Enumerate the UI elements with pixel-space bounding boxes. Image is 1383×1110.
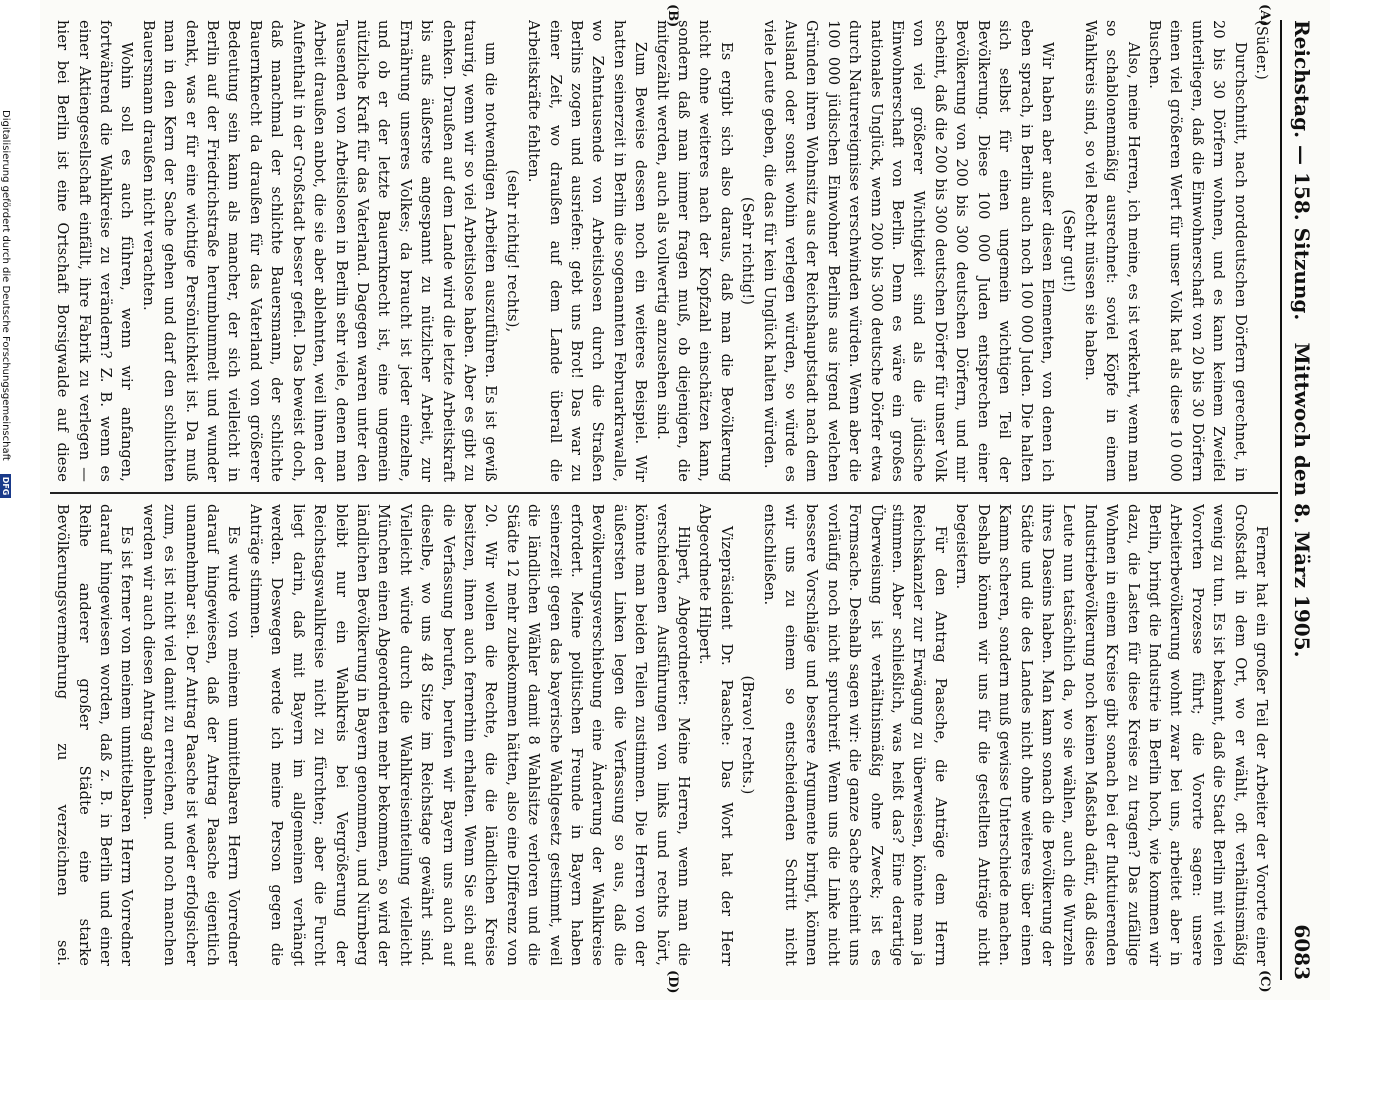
header-title: Reichstag. — 158. Sitzung.: [1290, 20, 1314, 321]
paragraph: Hilpert, Abgeordneter: Meine Herren, wenn man die verschiedenen Ausführungen von links und rechts hört, könnte man beiden Teilen zustimmen. Die Herren von der äußersten Linken legen die Verfassung so aus, daß die Bevölkerungsverschiebung eine Änderung der Wahlkreise erfordert. Meine politischen Freunde in Bayern haben seinerzeit gegen das bayerische Wahlgesetz gestimmt, weil die ländlichen Wähler damit 8 Wahlsitze verloren und die Städte 12 mehr zubekommen hätten, also eine Differenz von 20. Wir wollen die Rechte, die die ländlichen Kreise besitzen, ihnen auch fernerhin erhalten. Wenn Sie sich auf die Verfassung berufen, berufen wir Bayern uns auch auf dieselbe, wo uns 48 Sitze im Reichstage gewährt sind. Vielleicht würde durch die Wahlkreiseinteilung vielleicht München einen Abgeordneten mehr bekommen, so wird der ländlichen Bevölkerung in Bayern genommen, und Nürnberg bleibt nur ein Wahlkreis bei Vergrößerung der Reichstagswahlkreise nicht zu fürchten; aber die Furcht liegt darin, daß mit Bayern im allgemeinen verhängt werden. Deswegen werde ich meine Person gegen die Anträge stimmen.: [246, 504, 693, 966]
scanned-page: [40, 0, 1330, 1000]
header-date: Mittwoch den 8. März 1905.: [1290, 342, 1314, 658]
paragraph: Wohin soll es auch führen, wenn wir anfangen, fortwährend die Wahlkreise zu verändern? Z. B. wenn es einer Aktiengesellschaft einfällt, ihre Fabrik zu verlegen — hier bei Berlin ist eine Ortschaft Borsigwalde auf diese: [54, 20, 136, 482]
paragraph: Es wurde von meinem unmittelbaren Herrn Vorredner darauf hingewiesen, daß der Antrag Paasche eigentlich unannehmbar sei. Der Antrag Paasche ist weder erfolgsicher zum, es ist nicht viel damit zu erreichen, und noch manchen werden wir auch diesen Antrag ablehnen.: [139, 504, 243, 966]
footer-strip: [0, 0, 14, 1000]
paragraph: Wir haben aber außer diesen Elementen, von denen ich eben sprach, in Berlin auch noch 100 000 Juden. Die halten sich selbst für einen ungemein wichtigen Teil der Bevölkerung. Diese 100 000 Juden entsprechen einer Bevölkerung von 200 bis 300 deutschen Dörfern, und mir scheint, daß die 200 bis 300 deutschen Dörfer für unser Volk von viel größerer Wichtigkeit sind als die jüdische Einwohnerschaft von Berlin. Denn es wäre ein großes nationales Unglück, wenn 200 bis 300 deutsche Dörfer etwa durch Naturereignisse verschwinden würden. Wenn aber die 100 000 jüdischen Einwohner Berlins aus irgend welchen Gründen ihren Wohnsitz aus der Reichshauptstadt nach dem Ausland oder sonst wohin verlegen würden, so würde es viele Leute geben, die das für kein Unglück halten würden.: [760, 20, 1056, 482]
right-column: [50, 504, 1272, 966]
paragraph: (Süder.): [1253, 20, 1270, 80]
margin-marker-d: (D): [665, 970, 680, 994]
paragraph: Also, meine Herren, ich meine, es ist verkehrt, wenn man so schablonenmäßig ausrechnet: soviel Köpfe in einem Wahlkreis sind, so viel Recht müssen sie haben.: [1081, 20, 1142, 482]
page-header: [1280, 20, 1322, 980]
paragraph: Vizepräsident Dr. Paasche: Das Wort hat der Herr Abgeordnete Hilpert.: [696, 504, 735, 966]
paragraph: Es ergibt sich also daraus, daß man die Bevölkerung nicht ohne weiteres nach der Kopfzahl einschätzen kann, sondern daß man immer fragen muß, ob diejenigen, die mitgezählt werden, auch als vollwertig anzusehen sind.: [653, 20, 735, 482]
paragraph: Ferner hat ein großer Teil der Arbeiter der Vororte einer Großstadt in dem Ort, wo er wählt, oft verhältnismäßig wenig zu tun. Es ist bekannt, daß die Stadt Berlin mit vielen Vororten Prozesse führt; die Vororte sagen: unsere Arbeiterbevölkerung wohnt zwar bei uns, arbeitet aber in Berlin, bringt die Industrie in Berlin hoch, wie kommen wir dazu, die Lasten für diese Kreise zu tragen? Das zufällige Wohnen in einem Kreise gibt sonach bei der fluktuierenden Industriebevölkerung noch keinen Maßstab dafür, daß diese Leute nun tatsächlich da, wo sie wählen, auch die Wurzeln ihres Daseins haben. Man kann sonach die Bevölkerung der Städte und die des Landes nicht ohne weiteres über einen Kamm scheren, sondern muß gewisse Unterschiede machen. Deshalb können wir uns für die gestellten Anträge nicht begeistern.: [953, 504, 1270, 966]
paragraph: Es ist ferner von meinem unmittelbaren Herrn Vorredner darauf hingewiesen worden, daß z. B. in Berlin und einer Reihe anderer großer Städte eine starke Bevölkerungsvermehrung zu verzeichnen sei.: [54, 504, 136, 966]
column-divider: [50, 492, 1278, 494]
paragraph: Zum Beweise dessen noch ein weiteres Beispiel. Wir hatten seinerzeit in Berlin die sogenannten Februarkrawalle, wo Zehntausende von Arbeitslosen durch die Straßen Berlins zogen und ausriefen: gebt uns Brot! Das war zu einer Zeit, wo draußen auf dem Lande überall die Arbeitskräfte fehlten.: [525, 20, 650, 482]
dfg-logo-icon: DFG: [1, 474, 12, 498]
margin-marker-c: (C): [1257, 970, 1272, 993]
interjection: (sehr richtig! rechts),: [503, 169, 521, 333]
interjection: (Sehr richtig!): [739, 196, 757, 306]
footer-credit: [0, 0, 12, 1110]
interjection: (Sehr gut!): [1060, 209, 1078, 293]
paragraph: um die notwendigen Arbeiten auszuführen. Es ist gewiß traurig, wenn wir so viel Arbeitslose haben. Aber es gibt zu denken. Draußen auf dem Lande wird die letzte Arbeitskraft bis aufs äußerste angespannt zu nützlicher Arbeit, zur Ernährung unseres Volkes; da braucht ist jeder einzelne, und ob er der letzte Bauernknecht ist, eine ungemein nützliche Kraft für das Vaterland. Dagegen waren unter den Tausenden von Arbeitslosen in Berlin sehr viele, denen man Arbeit draußen anbot, die sie aber ablehnten, weil ihnen der Aufenthalt in der Großstadt besser gefiel. Das beweist doch, daß manchmal der schlichte Bauersmann, der schlichte Bauernknecht da draußen für das Vaterland von größerer Bedeutung sein kann als mancher, der sich vielleicht in Berlin auf der Friedrichstraße herumbummelt und wunder denkt, was er für eine wichtige Persönlichkeit ist. Da muß man in den Kern der Sache gehen und darf den schlichten Bauersmann draußen nicht verachten.: [139, 20, 500, 482]
paragraph: Für den Antrag Paasche, die Anträge dem Herrn Reichskanzler zur Erwägung zu überweisen, könnte man ja stimmen. Aber schließlich, was heißt das? Eine derartige Überweisung ist verhältnismäßig ohne Zweck; ist es Formsache. Deshalb sagen wir: die ganze Sache scheint uns vorläufig noch nicht spruchreif. Wenn uns die Linke nicht bessere Vorschläge und bessere Argumente bringt, können wir uns zu einem so entscheidenden Schritt nicht entschließen.: [760, 504, 949, 966]
left-column: [50, 20, 1272, 482]
interjection: (Bravo! rechts.): [739, 675, 757, 795]
page-number: 6083: [1290, 924, 1314, 980]
paragraph: Durchschnitt, nach norddeutschen Dörfern gerechnet, in 20 bis 30 Dörfern wohnen, und es kann keinem Zweifel unterliegen, daß die Einwohnerschaft von 20 bis 30 Dörfern einen viel größeren Wert für unser Volk hat als diese 10 000 Buschen.: [1145, 20, 1249, 482]
margin-marker-b: (B): [665, 4, 680, 28]
margin-marker-a: (A): [1257, 4, 1272, 27]
footer-text: Digitalisierung gefördert durch die Deutsche Forschungsgemeinschaft: [0, 110, 11, 461]
